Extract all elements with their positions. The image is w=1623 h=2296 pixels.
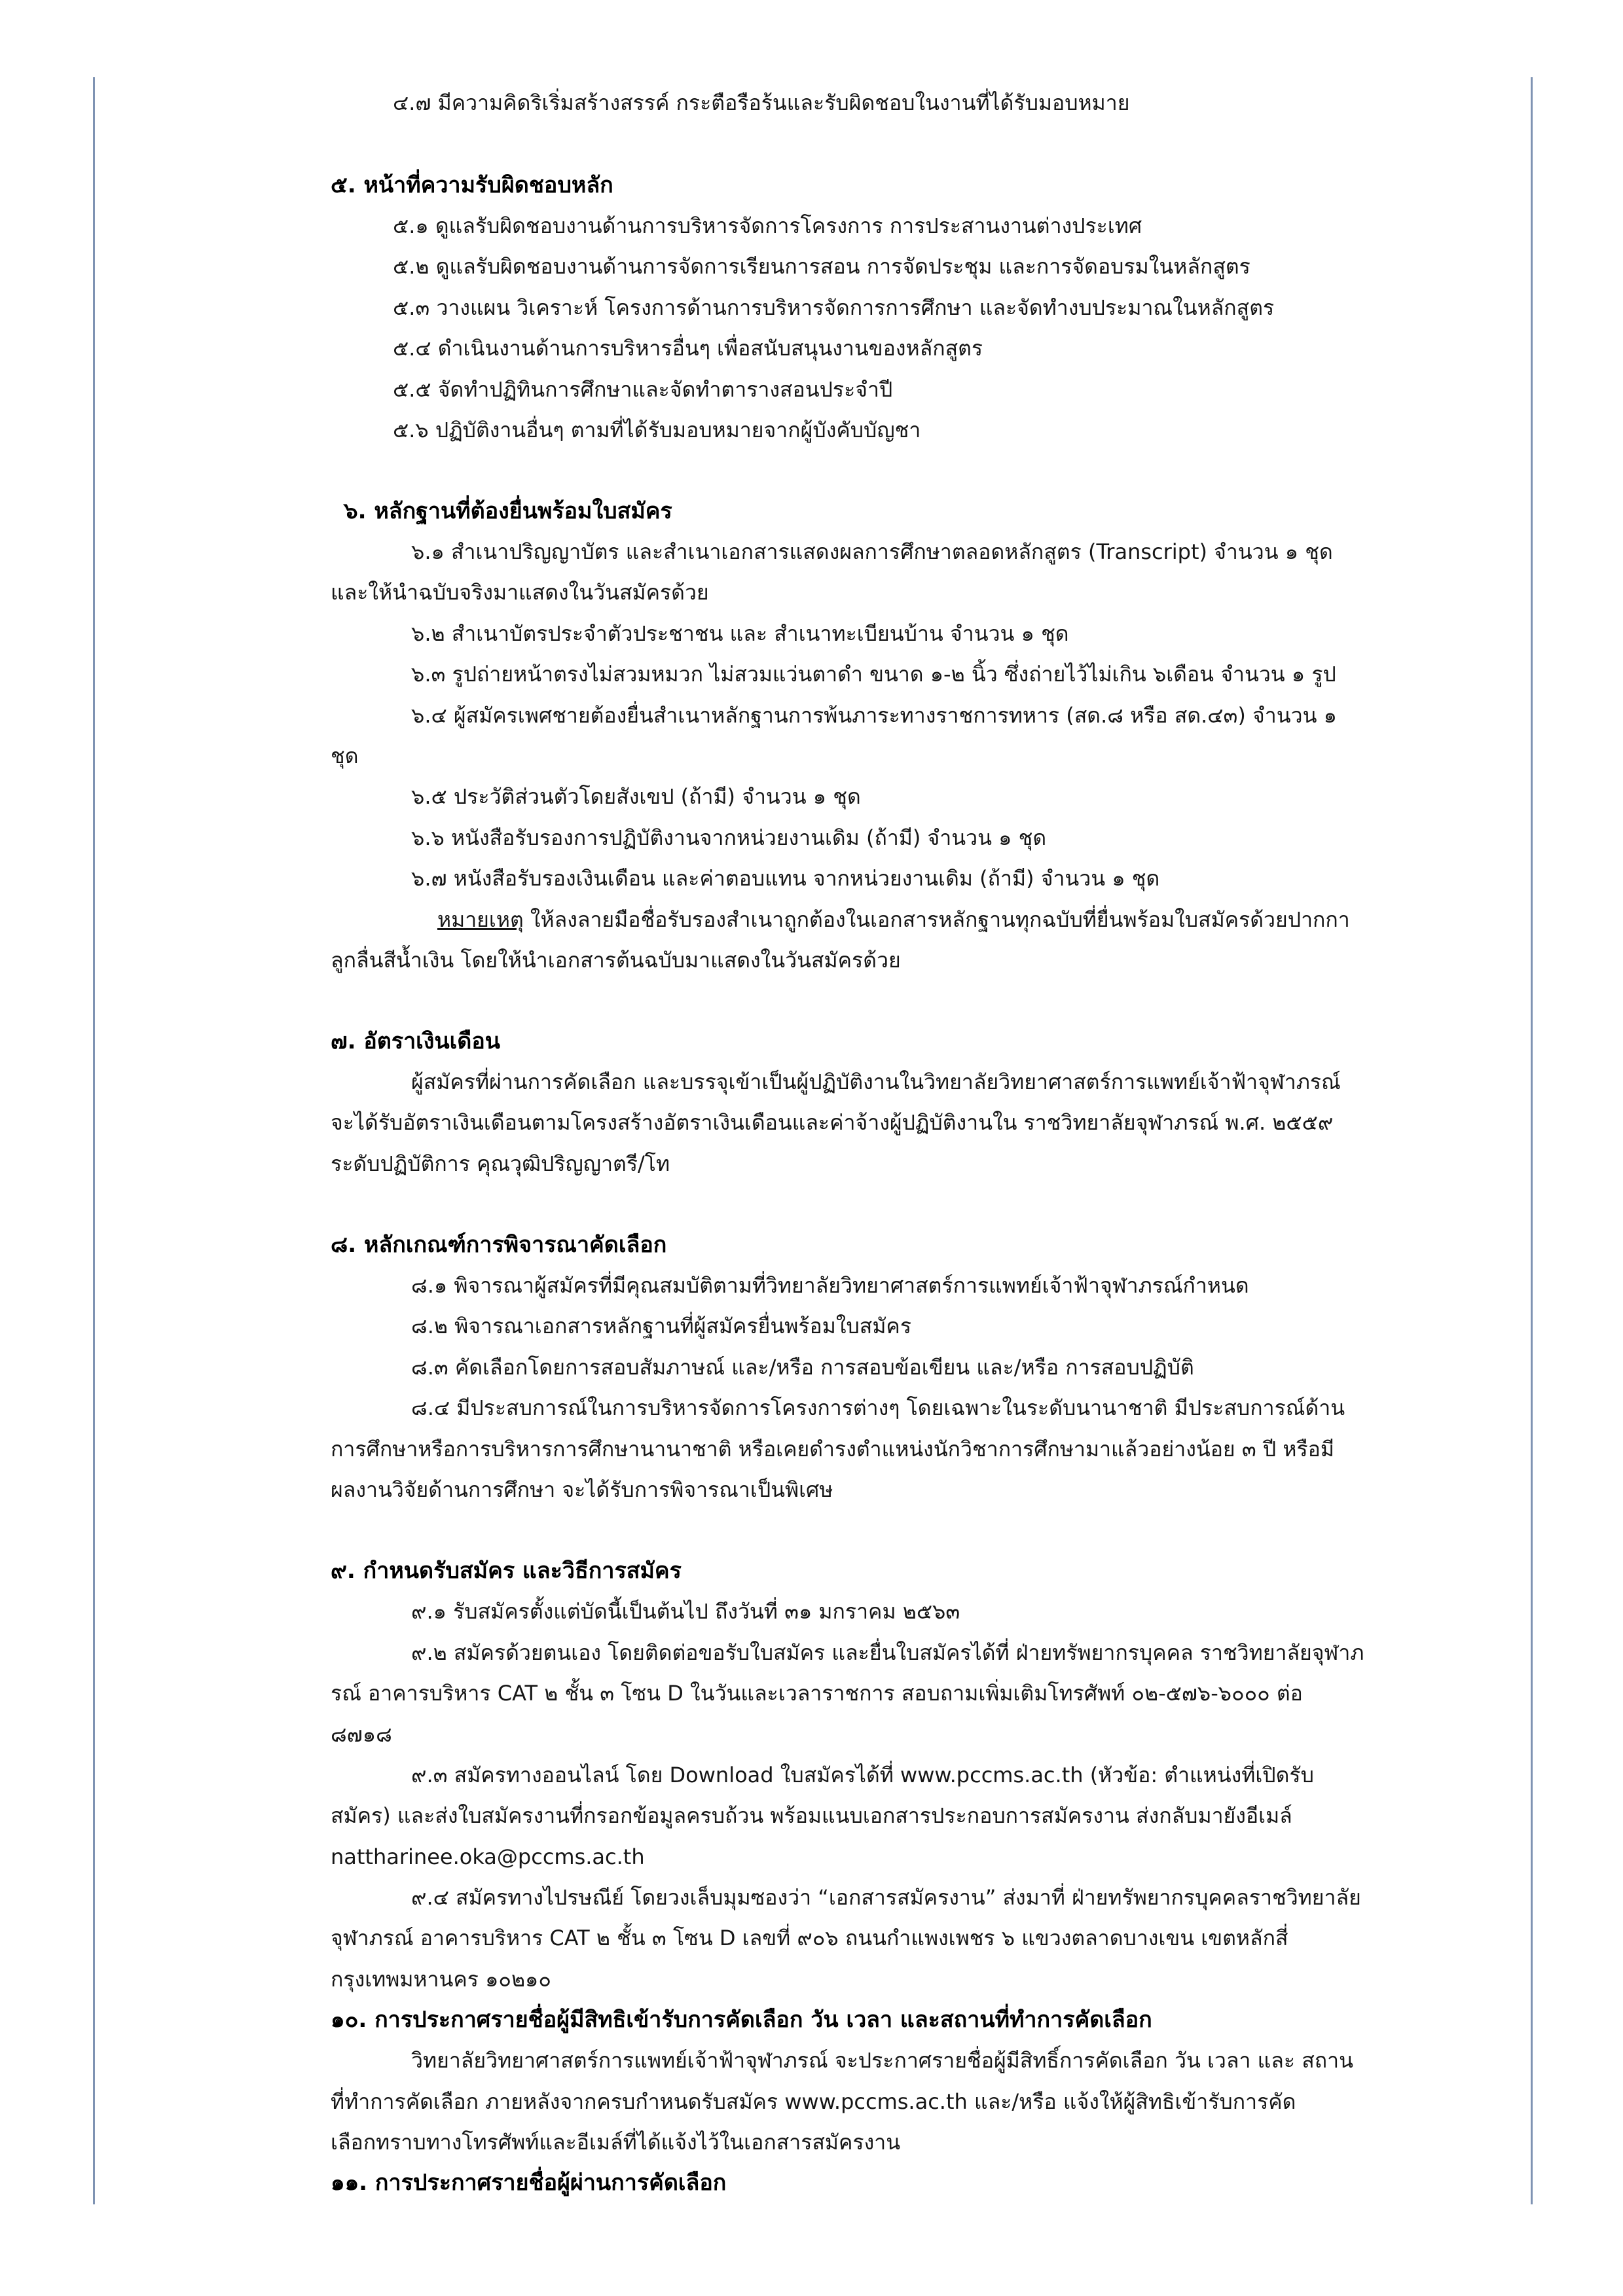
- note-line2: ลูกลื่นสีน้ำเงิน โดยให้นำเอกสารต้นฉบับมาแสดงในวันสมัครด้วย: [331, 948, 901, 973]
- item-6-5: ๖.๕ ประวัติส่วนตัวโดยสังเขป (ถ้ามี) จำนวน ๑ ชุด: [411, 784, 861, 809]
- item-6-1-line2: และให้นำฉบับจริงมาแสดงในวันสมัครด้วย: [331, 580, 709, 605]
- item-9-2-line1: ๙.๒ สมัครด้วยตนเอง โดยติดต่อขอรับใบสมัคร และยื่นใบสมัครได้ที่ ฝ่ายทรัพยากรบุคคล ราชวิทยาลัยจุฬาภ: [411, 1640, 1364, 1665]
- note-label: หมายเหตุ: [437, 907, 524, 932]
- section-6-heading: ๖. หลักฐานที่ต้องยื่นพร้อมใบสมัคร: [344, 498, 672, 524]
- section-5-heading: ๕. หน้าที่ความรับผิดชอบหลัก: [331, 172, 613, 198]
- item-6-1-line1: ๖.๑ สำเนาปริญญาบัตร และสำเนาเอกสารแสดงผลการศึกษาตลอดหลักสูตร (Transcript) จำนวน ๑ ชุด: [411, 539, 1333, 564]
- item-8-2: ๘.๒ พิจารณาเอกสารหลักฐานที่ผู้สมัครยื่นพร้อมใบสมัคร: [411, 1314, 912, 1338]
- announce-para-line1: วิทยาลัยวิทยาศาสตร์การแพทย์เจ้าฟ้าจุฬาภรณ์ จะประกาศรายชื่อผู้มีสิทธิ์การคัดเลือก วัน เวลา และ สถาน: [411, 2048, 1353, 2073]
- item-6-2: ๖.๒ สำเนาบัตรประจำตัวประชาชน และ สำเนาทะเบียนบ้าน จำนวน ๑ ชุด: [411, 621, 1069, 646]
- item-9-2-line2: รณ์ อาคารบริหาร CAT ๒ ชั้น ๓ โซน D ในวันและเวลาราชการ สอบถามเพิ่มเติมโทรศัพท์ ๐๒-๕๗๖-๖๐๐๐ ต่อ: [331, 1681, 1303, 1706]
- item-4-7: ๔.๗ มีความคิดริเริ่มสร้างสรรค์ กระตือรือร้นและรับผิดชอบในงานที่ได้รับมอบหมาย: [393, 90, 1130, 115]
- item-5-6: ๕.๖ ปฏิบัติงานอื่นๆ ตามที่ได้รับมอบหมายจากผู้บังคับบัญชา: [393, 418, 921, 442]
- item-8-4-line1: ๘.๔ มีประสบการณ์ในการบริหารจัดการโครงการต่างๆ โดยเฉพาะในระดับนานาชาติ มีประสบการณ์ด้าน: [411, 1395, 1345, 1420]
- section-8-heading: ๘. หลักเกณฑ์การพิจารณาคัดเลือก: [331, 1232, 667, 1258]
- item-5-2: ๕.๒ ดูแลรับผิดชอบงานด้านการจัดการเรียนการสอน การจัดประชุม และการจัดอบรมในหลักสูตร: [393, 254, 1250, 279]
- item-9-4-line2: จุฬาภรณ์ อาคารบริหาร CAT ๒ ชั้น ๓ โซน D เลขที่ ๙๐๖ ถนนกำแพงเพชร ๖ แขวงตลาดบางเขน เขตหลักสี่: [331, 1926, 1288, 1950]
- item-9-4-line3: กรุงเทพมหานคร ๑๐๒๑๐: [331, 1967, 551, 1992]
- item-8-4-line2: การศึกษาหรือการบริหารการศึกษานานาชาติ หรือเคยดำรงตำแหน่งนักวิชาการศึกษามาแล้วอย่างน้อย ๓ ปี หรือมี: [331, 1437, 1334, 1462]
- salary-para-line3: ระดับปฏิบัติการ คุณวุฒิปริญญาตรี/โท: [331, 1151, 670, 1176]
- note-text: ให้ลงลายมือชื่อรับรองสำเนาถูกต้องในเอกสารหลักฐานทุกฉบับที่ยื่นพร้อมใบสมัครด้วยปากกา: [523, 907, 1350, 932]
- item-6-6: ๖.๖ หนังสือรับรองการปฏิบัติงานจากหน่วยงานเดิม (ถ้ามี) จำนวน ๑ ชุด: [411, 825, 1047, 850]
- item-5-3: ๕.๓ วางแผน วิเคราะห์ โครงการด้านการบริหารจัดการการศึกษา และจัดทำงบประมาณในหลักสูตร: [393, 295, 1275, 320]
- item-6-7: ๖.๗ หนังสือรับรองเงินเดือน และค่าตอบแทน จากหน่วยงานเดิม (ถ้ามี) จำนวน ๑ ชุด: [411, 866, 1160, 891]
- item-5-5: ๕.๕ จัดทำปฏิทินการศึกษาและจัดทำตารางสอนประจำปี: [393, 377, 893, 402]
- item-9-3-line1: ๙.๓ สมัครทางออนไลน์ โดย Download ใบสมัครได้ที่ www.pccms.ac.th (หัวข้อ: ตำแหน่งที่เปิดรับ: [411, 1763, 1314, 1787]
- item-9-2-line3: ๘๗๑๘: [331, 1722, 392, 1747]
- item-9-1: ๙.๑ รับสมัครตั้งแต่บัดนี้เป็นต้นไป ถึงวันที่ ๓๑ มกราคม ๒๕๖๓: [411, 1599, 960, 1624]
- item-5-4: ๕.๔ ดำเนินงานด้านการบริหารอื่นๆ เพื่อสนับสนุนงานของหลักสูตร: [393, 336, 983, 361]
- note-line1: [437, 903, 1350, 936]
- announce-para-line2: ที่ทำการคัดเลือก ภายหลังจากครบกำหนดรับสมัคร www.pccms.ac.th และ/หรือ แจ้งให้ผู้สิทธิเข้ารับการคัด: [331, 2089, 1296, 2114]
- section-11-heading: ๑๑. การประกาศรายชื่อผู้ผ่านการคัดเลือก: [331, 2170, 727, 2196]
- item-9-3-email: nattharinee.oka@pccms.ac.th: [331, 1844, 645, 1869]
- item-8-4-line3: ผลงานวิจัยด้านการศึกษา จะได้รับการพิจารณาเป็นพิเศษ: [331, 1477, 833, 1502]
- section-10-heading: ๑๐. การประกาศรายชื่อผู้มีสิทธิเข้ารับการคัดเลือก วัน เวลา และสถานที่ทำการคัดเลือก: [331, 2007, 1152, 2033]
- section-9-heading: ๙. กำหนดรับสมัคร และวิธีการสมัคร: [331, 1558, 682, 1584]
- salary-para-line2: จะได้รับอัตราเงินเดือนตามโครงสร้างอัตราเงินเดือนและค่าจ้างผู้ปฏิบัติงานใน ราชวิทยาลัยจุฬาภรณ์ พ.ศ. ๒๕๕๙: [331, 1110, 1334, 1135]
- item-8-3: ๘.๓ คัดเลือกโดยการสอบสัมภาษณ์ และ/หรือ การสอบข้อเขียน และ/หรือ การสอบปฏิบัติ: [411, 1355, 1194, 1380]
- item-6-4-line1: ๖.๔ ผู้สมัครเพศชายต้องยื่นสำเนาหลักฐานการพ้นภาระทางราชการทหาร (สด.๘ หรือ สด.๔๓) จำนวน ๑: [411, 703, 1337, 728]
- item-9-4-line1: ๙.๔ สมัครทางไปรษณีย์ โดยวงเล็บมุมซองว่า “เอกสารสมัครงาน” ส่งมาที่ ฝ่ายทรัพยากรบุคคลราชวิทยาลัย: [411, 1885, 1361, 1910]
- item-9-3-line2: สมัคร) และส่งใบสมัครงานที่กรอกข้อมูลครบถ้วน พร้อมแนบเอกสารประกอบการสมัครงาน ส่งกลับมายังอีเมล์: [331, 1803, 1292, 1828]
- announce-para-line3: เลือกทราบทางโทรศัพท์และอีเมล์ที่ได้แจ้งไว้ในเอกสารสมัครงาน: [331, 2130, 901, 2155]
- item-5-1: ๕.๑ ดูแลรับผิดชอบงานด้านการบริหารจัดการโครงการ การประสานงานต่างประเทศ: [393, 213, 1142, 238]
- item-8-1: ๘.๑ พิจารณาผู้สมัครที่มีคุณสมบัติตามที่วิทยาลัยวิทยาศาสตร์การแพทย์เจ้าฟ้าจุฬาภรณ์กำหนด: [411, 1273, 1249, 1298]
- item-6-3: ๖.๓ รูปถ่ายหน้าตรงไม่สวมหมวก ไม่สวมแว่นตาดำ ขนาด ๑-๒ นิ้ว ซึ่งถ่ายไว้ไม่เกิน ๖เดือน จำนวน ๑ รูป: [411, 662, 1336, 687]
- item-6-4-line2: ชุด: [331, 744, 359, 768]
- salary-para-line1: ผู้สมัครที่ผ่านการคัดเลือก และบรรจุเข้าเป็นผู้ปฏิบัติงานในวิทยาลัยวิทยาศาสตร์การแพทย์เจ้าฟ้าจุฬาภรณ์: [411, 1069, 1341, 1094]
- section-7-heading: ๗. อัตราเงินเดือน: [331, 1028, 501, 1054]
